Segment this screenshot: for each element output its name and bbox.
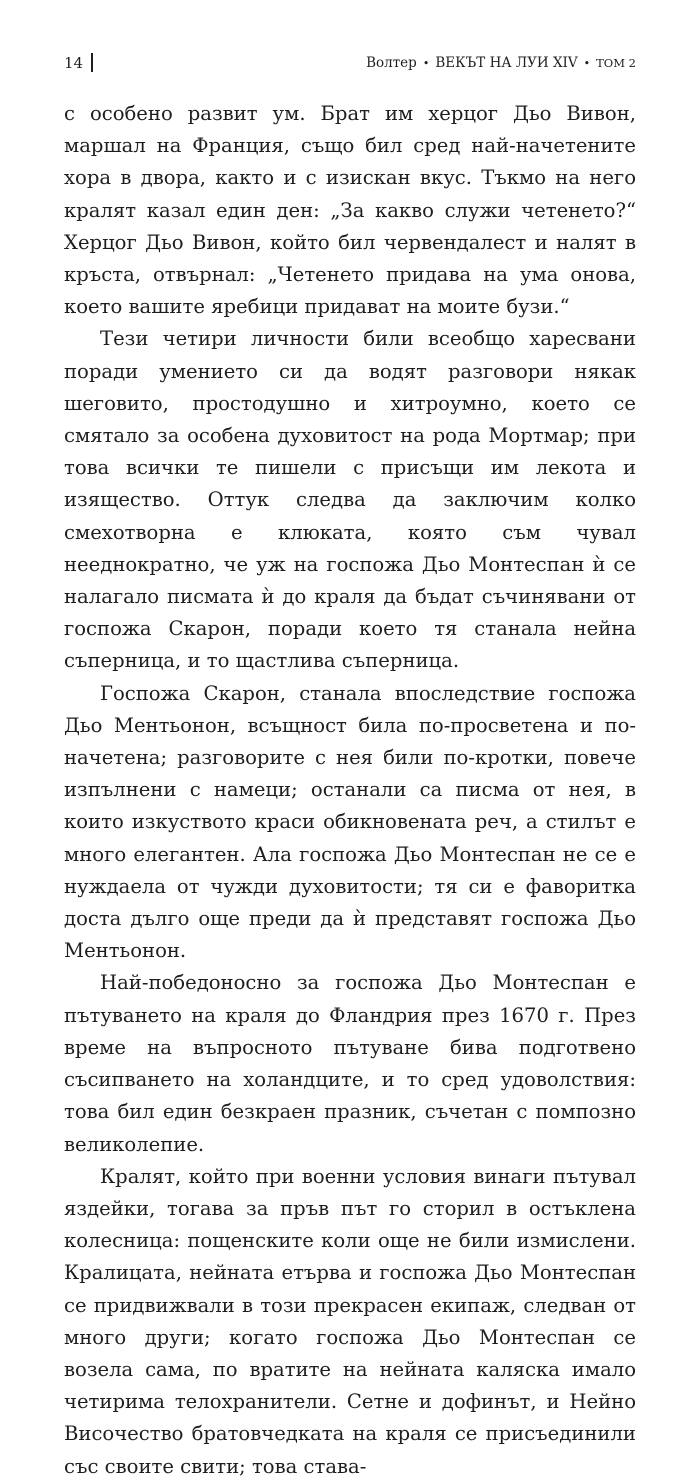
paragraph: Най-победоносно за госпожа Дьо Монтеспан е пътуването на краля до Фландрия през 1670 г. През време на въпросното пътуване бива подготвено съсипването на холандците, и то сред удоволствия: това бил един безкраен празник, съчетан с помпозно великолепие. (64, 971, 636, 1156)
body-text (64, 98, 636, 1483)
volume-label: ТОМ 2 (596, 56, 636, 70)
header-separator: • (422, 57, 430, 70)
paragraph: Кралят, който при военни условия винаги пътувал яздейки, тогава за пръв път го сторил в остъклена колесница: пощенските коли още не били измислени. Кралицата, нейната етърва и госпожа Дьо Монтеспан се придвижвали в този прекрасен екипаж, следван от много други; когато госпожа Дьо Монтеспан се возела сама, по вратите на нейната каляска имало четирима телохранители. Сетне и дофинът, и Нейно Височество братовчедката на краля се присъединили със своите свити; това става- (64, 1164, 636, 1478)
running-header (64, 52, 636, 74)
page-number: 14 (64, 54, 84, 72)
paragraph: Тези четири личности били всеобщо харесвани поради умението си да водят разговори някак шеговито, простодушно и хитроумно, което се смятало за особена духовитост на рода Мортмар; при това всички те пишели с присъщи им лекота и изящество. Оттук следва да заключим колко смехотворна е клюката, която съм чувал нееднократно, че уж на госпожа Дьо Монтеспан ѝ се налагало писмата ѝ до краля да бъдат съчинявани от госпожа Скарон, поради което тя станала нейна съперница, и то щастлива съперница. (64, 327, 636, 673)
page-number-rule (91, 53, 93, 72)
paragraph: Госпожа Скарон, станала впоследствие госпожа Дьо Ментьонон, всъщност била по-просветена и по-начетена; разговорите с нея били по-кротки, повече изпълнени с намеци; останали са писма от нея, в които изкуството краси обикновената реч, а стилът е много елегантен. Ала госпожа Дьо Монтеспан не се е нуждаела от чужди духовитости; тя си е фаворитка доста дълго още преди да ѝ представят госпожа Дьо Ментьонон. (64, 681, 636, 963)
header-separator: • (583, 57, 591, 70)
running-title (366, 52, 636, 75)
paragraph: с особено развит ум. Брат им херцог Дьо Вивон, маршал на Франция, също бил сред най-начетените хора в двора, както и с изискан вкус. Тъкмо на него кралят казал един ден: „За какво служи четенето?“ Херцог Дьо Вивон, който бил червендалест и налят в кръста, отвърнал: „Четенето придава на ума онова, което вашите яребици придават на моите бузи.“ (64, 102, 636, 319)
author-name: Волтер (366, 55, 417, 71)
book-title: ВЕКЪТ НА ЛУИ XIV (435, 55, 578, 71)
